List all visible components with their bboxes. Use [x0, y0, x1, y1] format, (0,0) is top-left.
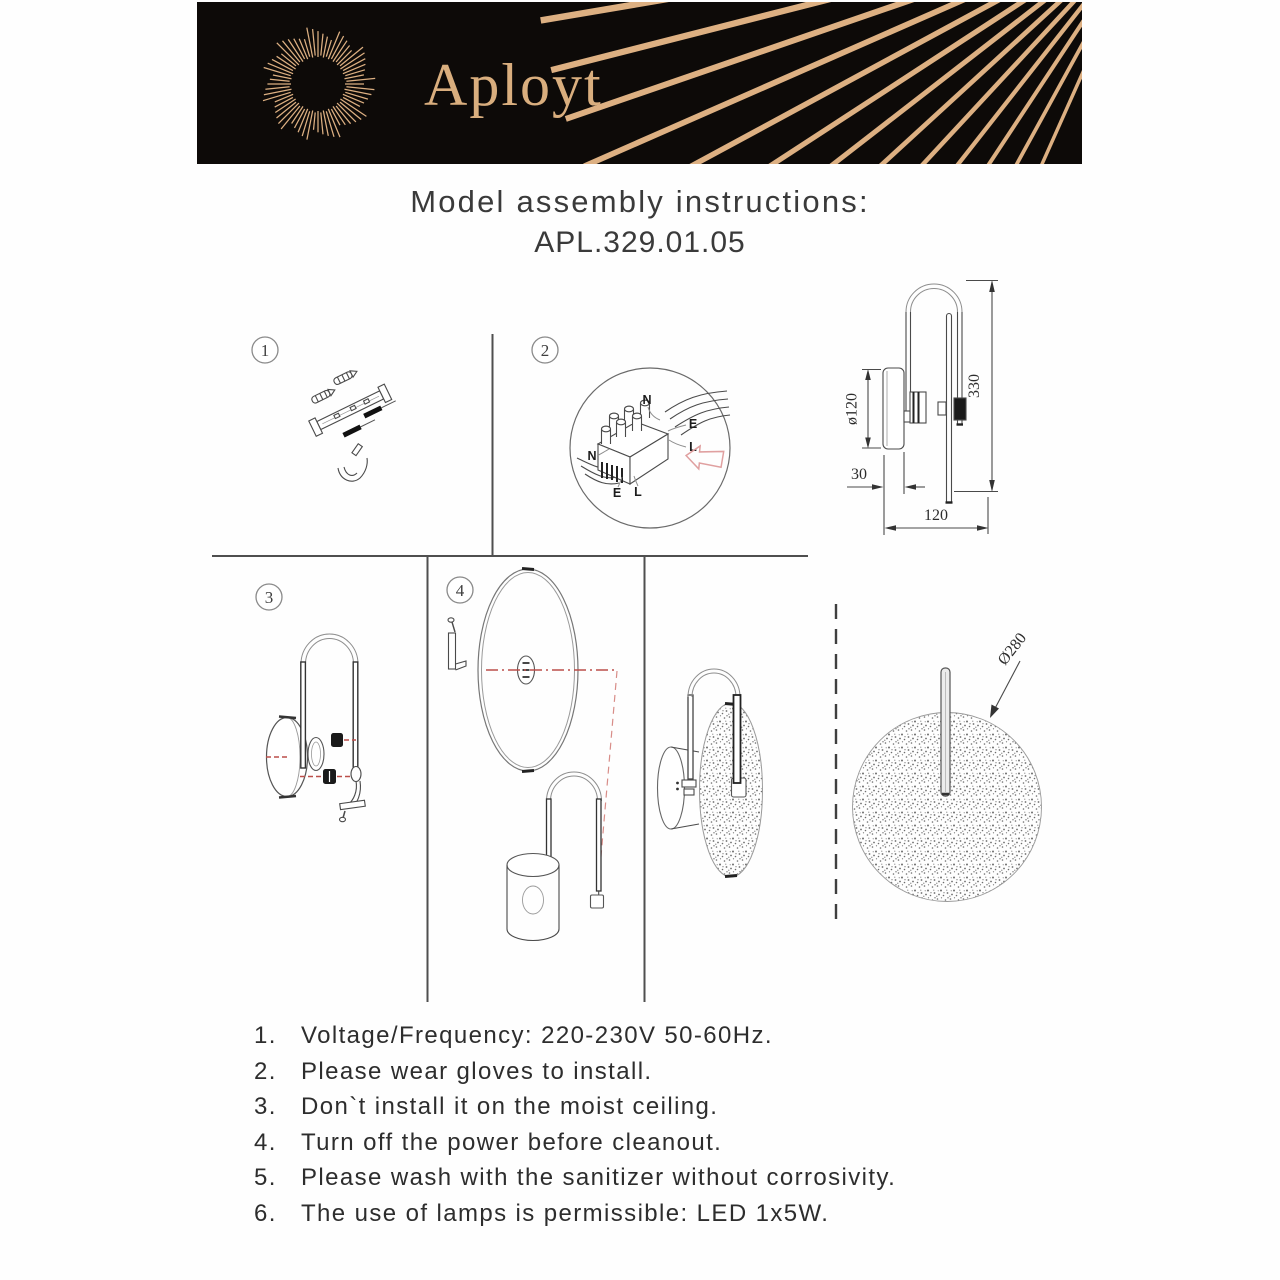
instruction-number: 6. — [254, 1199, 277, 1227]
dim-label-wall-offset: 30 — [851, 466, 867, 483]
instruction-text: Please wash with the sanitizer without corrosivity. — [301, 1164, 897, 1191]
dim-label-mount-diameter: ø120 — [843, 393, 861, 425]
instruction-list — [254, 1018, 896, 1231]
instruction-item — [254, 1160, 896, 1196]
wire-label-e-bottom: E — [612, 486, 622, 500]
wire-label-n-left: N — [587, 449, 597, 463]
model-code: APL.329.01.05 — [534, 226, 746, 259]
instruction-item — [254, 1196, 896, 1232]
assembled-lamp-three-quarter-view — [658, 669, 763, 877]
instruction-text: Don`t install it on the moist ceiling. — [301, 1093, 719, 1120]
instruction-text: Please wear gloves to install. — [301, 1057, 653, 1085]
step-3-label: 3 — [264, 588, 274, 607]
dim-height — [954, 280, 998, 492]
dim-label-height: 330 — [966, 374, 983, 398]
dim-mount-diameter — [844, 369, 882, 449]
instruction-number: 3. — [254, 1093, 277, 1120]
wire-label-n-top: N — [642, 393, 652, 407]
wire-label-e-right: E — [688, 417, 698, 431]
instruction-item — [254, 1089, 896, 1125]
instruction-text: Turn off the power before cleanout. — [301, 1128, 723, 1156]
brand-logo-text: Aployt — [424, 52, 603, 118]
instruction-text: The use of lamps is permissible: LED 1x5W. — [301, 1199, 830, 1227]
instruction-number: 5. — [254, 1164, 277, 1191]
instruction-number: 1. — [254, 1022, 277, 1049]
step-1-drawing-mounting-bracket — [297, 359, 399, 482]
dim-wall-offset — [847, 452, 925, 535]
step-1-label: 1 — [260, 341, 270, 360]
instruction-number: 4. — [254, 1128, 277, 1156]
instruction-item — [254, 1125, 896, 1161]
wire-label-l-bottom: L — [634, 485, 642, 499]
wire-label-l-right: L — [689, 440, 697, 454]
dim-label-depth: 120 — [924, 507, 948, 524]
dim-label-shade-diameter: Ø280 — [994, 629, 1031, 669]
shade-front-view — [853, 630, 1042, 902]
page-title: Model assembly instructions: — [410, 184, 870, 219]
step-2-drawing-wiring — [570, 368, 730, 528]
step-4-label: 4 — [455, 581, 465, 600]
step-3-drawing-mounting-lamp — [266, 634, 365, 822]
dimension-drawing-side-view — [844, 280, 999, 535]
instruction-number: 2. — [254, 1057, 277, 1085]
step-4-drawing-attach-shade — [448, 569, 618, 941]
instruction-item — [254, 1018, 896, 1054]
dim-depth — [885, 497, 989, 534]
step-badges — [252, 337, 558, 610]
instruction-item — [254, 1054, 896, 1090]
instruction-text: Voltage/Frequency: 220-230V 50-60Hz. — [301, 1022, 774, 1049]
step-2-label: 2 — [540, 341, 550, 360]
